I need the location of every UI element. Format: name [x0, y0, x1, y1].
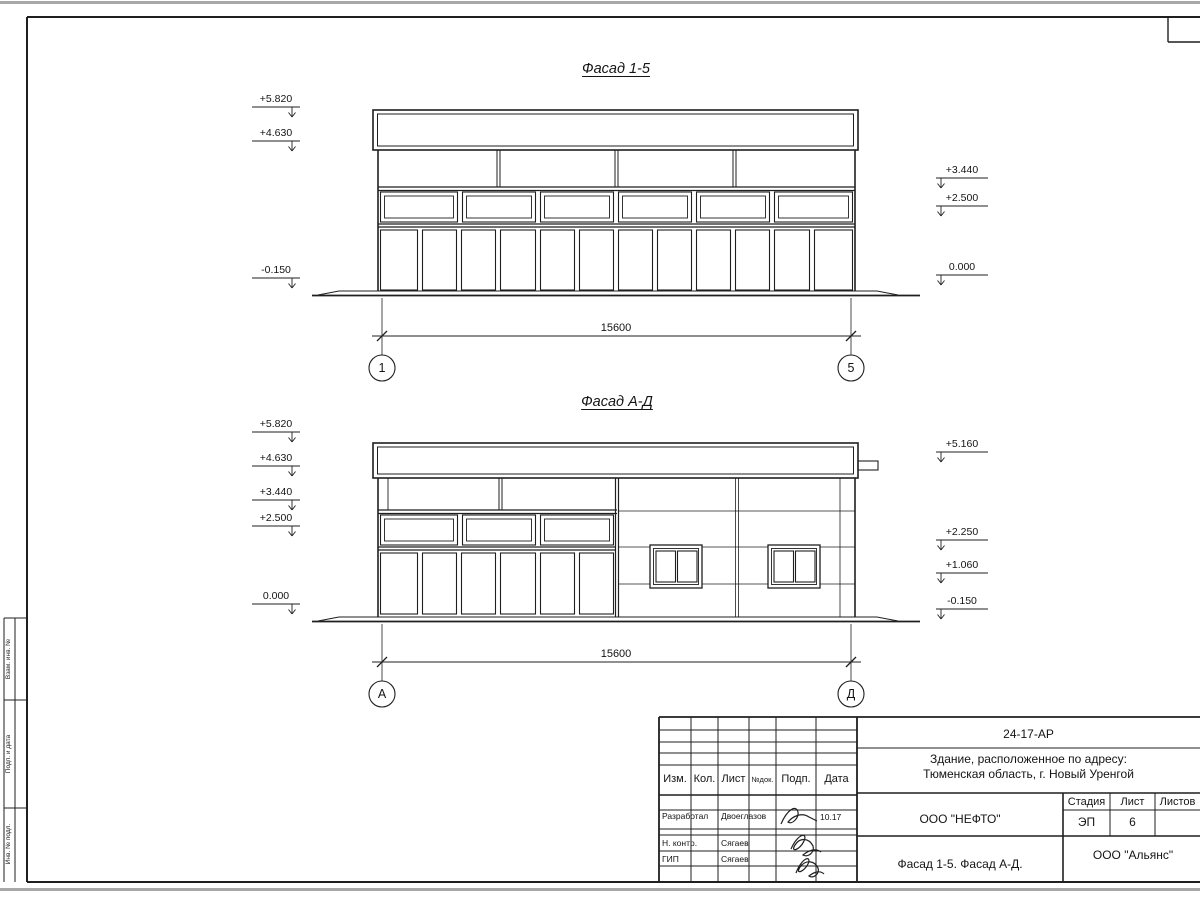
sheet-value: 6 — [1129, 815, 1136, 829]
elevation-mark: -0.150 — [261, 264, 291, 276]
elevation-mark: +3.440 — [945, 164, 979, 176]
elevation-mark: 0.000 — [948, 261, 976, 273]
elevation-mark: +4.630 — [259, 127, 293, 139]
axis-label-1: 1 — [378, 361, 386, 375]
col-list: Лист — [721, 773, 746, 785]
glazing-panels-2 — [381, 553, 614, 614]
transom-windows-2 — [381, 515, 614, 545]
role-ncontr: Н. контр. — [662, 838, 698, 848]
name-ncontr: Сягаев — [721, 838, 749, 848]
name-gip: Сягаев — [721, 854, 749, 864]
margin-label: Взам. инв. № — [5, 638, 12, 680]
corner-stamp-box — [1168, 17, 1200, 42]
elevation-mark: +5.820 — [259, 93, 293, 105]
sheets-label: Листов — [1159, 796, 1196, 808]
sheet-top-edge — [0, 1, 1200, 4]
roof-projection — [858, 461, 878, 470]
dimension-1 — [369, 298, 864, 381]
org-name: ООО "Альянс" — [1092, 848, 1174, 862]
elevation-mark: +1.060 — [945, 559, 979, 571]
sheet-label: Лист — [1120, 796, 1145, 808]
content-title: Фасад 1-5. Фасад А-Д. — [897, 857, 1023, 871]
elevation-mark: +4.630 — [259, 452, 293, 464]
axis-label-5: 5 — [847, 361, 855, 375]
role-developer: Разработал — [662, 811, 709, 821]
margin-label: Подп. и дата — [5, 734, 12, 774]
signband-1 — [373, 110, 858, 150]
stage-value: ЭП — [1077, 815, 1096, 829]
elevation-mark: -0.150 — [947, 595, 977, 607]
elevation-mark: +5.820 — [259, 418, 293, 430]
elevation-mark: +2.500 — [259, 512, 293, 524]
dimension-label: 15600 — [600, 322, 632, 334]
dimension-label: 15600 — [600, 648, 632, 660]
role-gip: ГИП — [662, 854, 679, 864]
col-izm: Изм. — [663, 773, 687, 785]
col-podp: Подп. — [781, 773, 811, 785]
company-name: ООО "НЕФТО" — [919, 812, 1001, 826]
elevation-mark: +2.500 — [945, 192, 979, 204]
stage-label: Стадия — [1067, 796, 1106, 808]
elevation-mark: +5.160 — [945, 438, 979, 450]
transom-windows-1 — [381, 192, 853, 222]
elevation-mark: +3.440 — [259, 486, 293, 498]
signature-developer — [781, 808, 817, 824]
axis-label-d: Д — [846, 687, 856, 701]
elevation-mark: 0.000 — [262, 590, 290, 602]
glазing-panels-1 — [381, 230, 853, 290]
col-data: Дата — [824, 773, 849, 785]
sheet-bottom-edge — [0, 888, 1200, 891]
window-1 — [650, 545, 702, 588]
col-kol: Кол. — [693, 773, 716, 785]
facade-1-drawing — [252, 107, 988, 381]
window-2 — [768, 545, 820, 588]
facade2-title: Фасад А-Д — [581, 394, 653, 410]
col-doc: №док. — [751, 775, 774, 784]
signature-gip — [796, 859, 824, 877]
dimension-2 — [369, 624, 864, 707]
signband-2 — [373, 443, 858, 478]
margin-label: Инв. № подл. — [5, 823, 12, 865]
object-address-line2: Тюменская область, г. Новый Уренгой — [923, 767, 1134, 781]
date-developer: 10.17 — [820, 812, 842, 822]
axis-label-a: А — [377, 687, 387, 701]
facade1-title: Фасад 1-5 — [582, 61, 650, 77]
name-developer: Двоеглазов — [721, 811, 767, 821]
facade-2-drawing — [252, 432, 988, 707]
object-address-line1: Здание, расположенное по адресу: — [929, 752, 1128, 766]
doc-number: 24-17-АР — [1003, 727, 1054, 741]
elevation-mark: +2.250 — [945, 526, 979, 538]
